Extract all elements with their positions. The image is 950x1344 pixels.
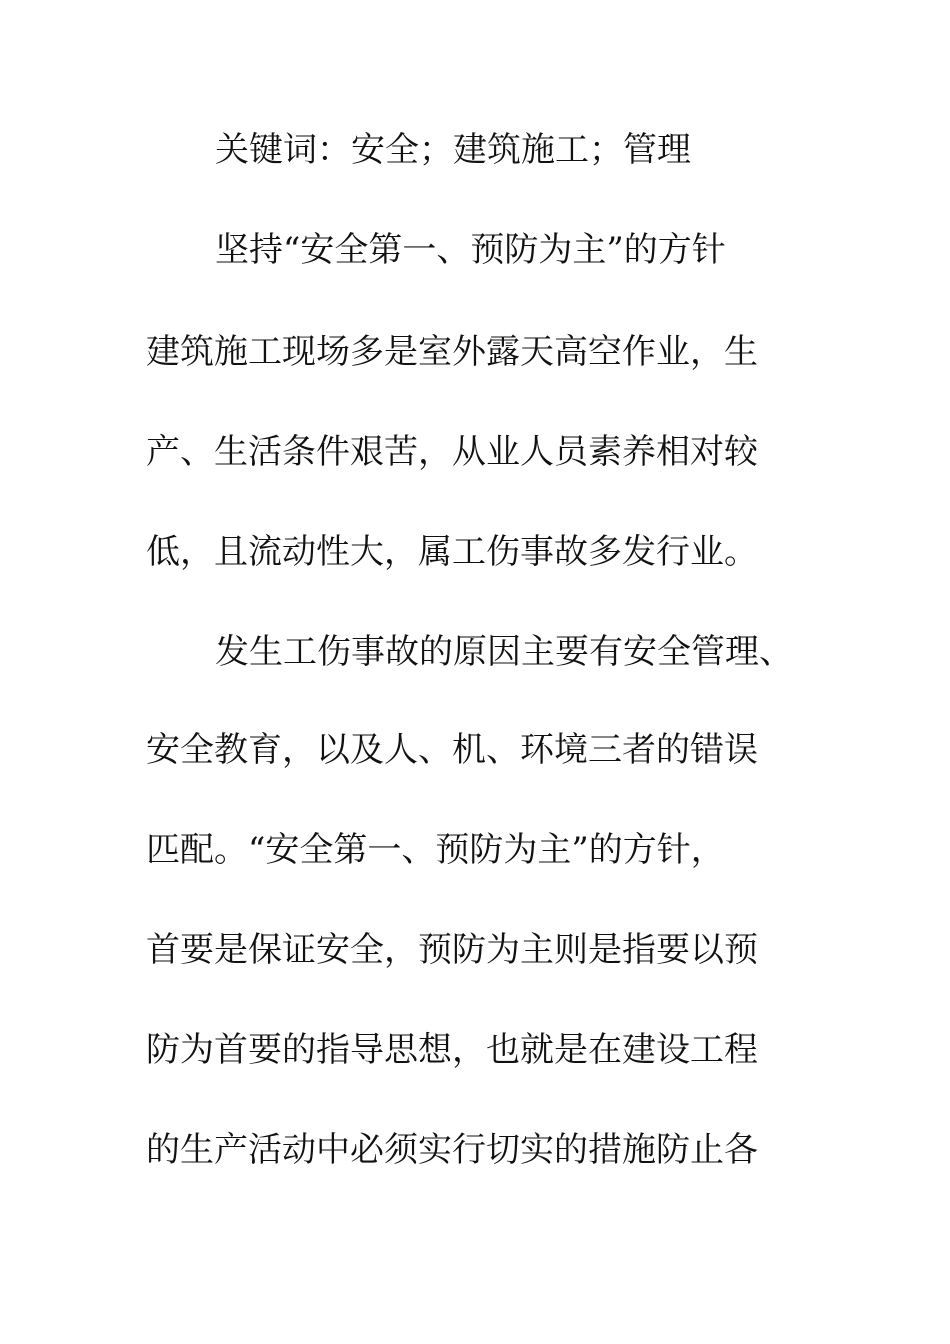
paragraph-line: 建筑施工现场多是室外露天高空作业，生 <box>146 332 758 372</box>
paragraph-line: 的生产活动中必须实行切实的措施防止各 <box>146 1130 758 1170</box>
paragraph-line: 匹配。“安全第一、预防为主”的方针， <box>146 830 725 870</box>
section-heading: 坚持“安全第一、预防为主”的方针 <box>215 230 726 270</box>
paragraph-line: 产、生活条件艰苦，从业人员素养相对较 <box>146 432 758 472</box>
paragraph-line: 防为首要的指导思想，也就是在建设工程 <box>146 1030 758 1070</box>
paragraph-line: 首要是保证安全，预防为主则是指要以预 <box>146 930 758 970</box>
paragraph-line: 低，且流动性大，属工伤事故多发行业。 <box>146 532 758 572</box>
keywords-line: 关键词：安全；建筑施工；管理 <box>215 130 691 170</box>
paragraph-line: 安全教育，以及人、机、环境三者的错误 <box>146 730 758 770</box>
paragraph-line: 发生工伤事故的原因主要有安全管理、 <box>215 632 793 672</box>
